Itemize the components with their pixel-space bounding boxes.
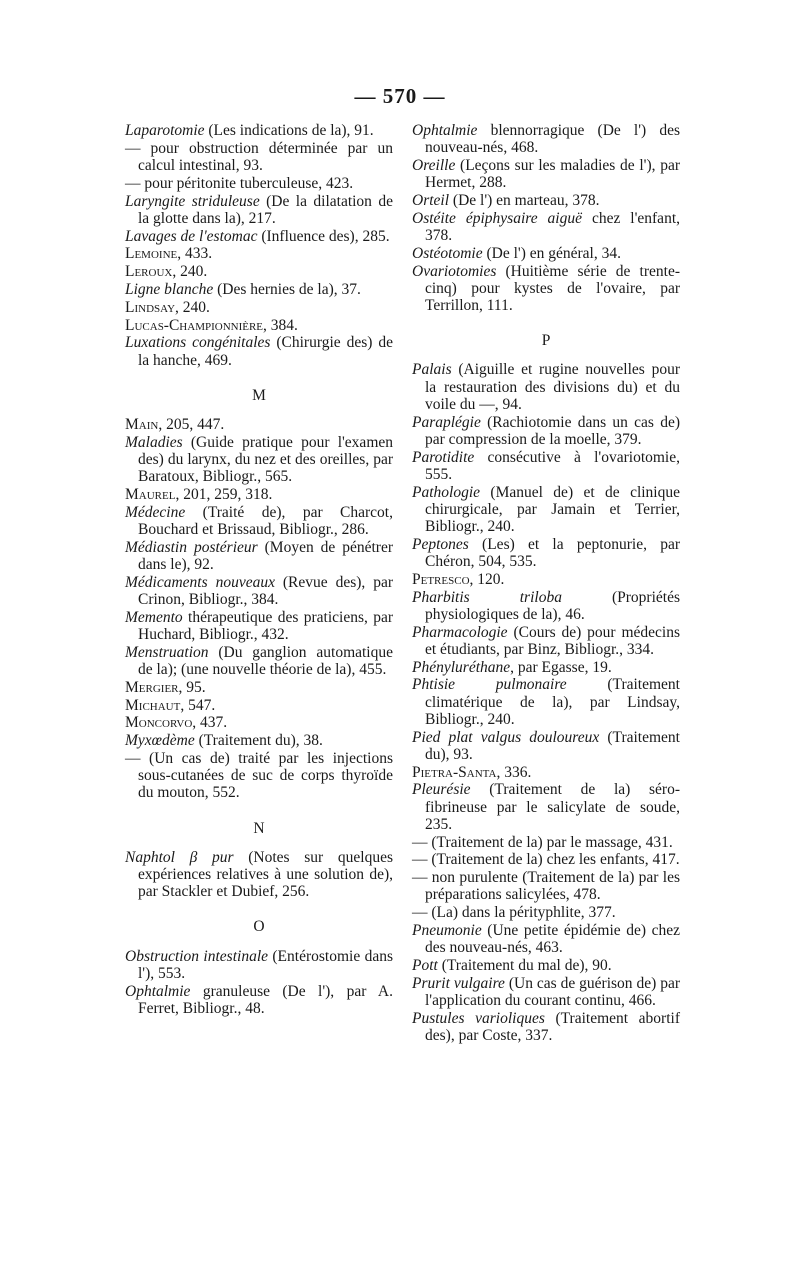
- index-entry: [412, 659, 680, 676]
- index-entry: [412, 210, 680, 244]
- index-entry: [125, 334, 393, 368]
- entry-text: (Manuel de) et de clinique chirurgicale, par Jamain et Terrier, Bibliogr., 240.: [425, 483, 680, 536]
- index-entry: [125, 849, 393, 901]
- index-entry: [412, 834, 680, 851]
- entry-text: (Leçons sur les maladies de l'), par Hermet, 288.: [425, 157, 680, 192]
- entry-term: Laryngite striduleuse: [125, 192, 260, 210]
- entry-text: blennorragique (De l') des nouveau-nés, 468.: [425, 122, 680, 157]
- index-entry: [125, 732, 393, 749]
- entry-term: Phényluréthane: [412, 658, 511, 676]
- entry-text: (Traitement climatérique de la), par Lindsay, Bibliogr., 240.: [425, 676, 680, 728]
- index-entry: [125, 574, 393, 608]
- entry-author: Leroux: [125, 263, 173, 281]
- entry-text: — (Traitement de la) chez les enfants, 417.: [412, 851, 680, 869]
- entry-text: (Revue des), par Crinon, Bibliogr., 384.: [138, 573, 394, 608]
- entry-text: , 240.: [172, 263, 208, 281]
- index-entry: [125, 416, 393, 433]
- entry-text: granuleuse (De l'), par A. Ferret, Bibliogr., 48.: [138, 982, 393, 1017]
- entry-text: — non purulente (Traitement de la) par les préparations salicylées, 478.: [412, 869, 680, 904]
- entry-term: Pied plat valgus douloureux: [412, 728, 600, 746]
- entry-author: Mergier: [125, 678, 179, 696]
- entry-text: (Traitement du), 93.: [425, 728, 680, 763]
- index-entry: [125, 539, 393, 573]
- entry-text: — (La) dans la pérityphlite, 377.: [412, 904, 616, 922]
- entry-term: Palais: [412, 361, 452, 379]
- entry-text: , 95.: [178, 678, 206, 696]
- entry-term: Orteil: [412, 192, 450, 209]
- entry-author: Petresco: [412, 570, 470, 588]
- entry-term: Pharbitis triloba: [412, 588, 562, 606]
- entry-text: , 437.: [192, 714, 228, 732]
- entries-o: [125, 948, 393, 1017]
- index-entry: [412, 676, 680, 728]
- entry-text: (Propriétés physiologiques de la), 46.: [425, 588, 681, 623]
- index-entry: [125, 750, 393, 802]
- entry-term: Paraplégie: [412, 413, 481, 431]
- entries-n: [125, 849, 393, 901]
- index-entry: [412, 571, 680, 588]
- index-entry: [125, 948, 393, 982]
- entries-l: [125, 122, 393, 369]
- index-entry: [125, 983, 393, 1017]
- entry-term: Naphtol β pur: [125, 848, 234, 866]
- entry-text: (Aiguille et rugine nouvelles pour la restauration des divisions du) et du voile du —, 94.: [425, 361, 680, 413]
- index-entry: [125, 679, 393, 696]
- entry-author: Pietra-Santa: [412, 763, 497, 781]
- index-entry: [412, 157, 680, 191]
- index-entry: [412, 781, 680, 833]
- index-entry: [125, 697, 393, 714]
- index-entry: [412, 484, 680, 536]
- entry-text: (Huitième série de trente-cinq) pour kystes de l'ovaire, par Terrillon, 111.: [425, 262, 680, 314]
- index-entry: [125, 317, 393, 334]
- entry-term: Médicaments nouveaux: [125, 573, 275, 591]
- entry-term: Peptones: [412, 535, 469, 553]
- entry-text: chez l'enfant, 378.: [425, 209, 680, 244]
- index-entry: [125, 193, 393, 227]
- entry-term: Ophtalmie: [412, 122, 478, 139]
- page-number: — 570 —: [354, 84, 446, 108]
- entries-m: [125, 416, 393, 802]
- entry-text: (Chirurgie des) de la hanche, 469.: [138, 334, 393, 369]
- index-entry: [412, 245, 680, 262]
- entry-text: (Une petite épidémie de) chez des nouveau-nés, 463.: [425, 922, 680, 957]
- section-letter-o: O: [253, 918, 265, 936]
- entries-p: [412, 361, 680, 1044]
- entry-term: Pustules varioliques: [412, 1009, 545, 1027]
- entry-text: (Moyen de pénétrer dans le), 92.: [138, 538, 393, 573]
- entry-text: — pour obstruction déterminée par un calcul intestinal, 93.: [125, 139, 393, 174]
- index-entry: [412, 449, 680, 483]
- entry-text: (Un cas de guérison de) par l'application du courant continu, 466.: [425, 974, 680, 1009]
- entry-text: (Notes sur quelques expériences relatives à une solution de), par Stackler et Dubief, 256.: [138, 848, 393, 901]
- index-entry: [412, 361, 680, 413]
- entry-term: Ostéite épiphysaire aiguë: [412, 209, 582, 227]
- entry-term: Oreille: [412, 157, 456, 174]
- index-entry: [412, 869, 680, 903]
- entry-term: Ostéotomie: [412, 244, 483, 262]
- entry-text: , par Egasse, 19.: [510, 658, 612, 676]
- index-entry: [125, 122, 393, 139]
- entry-text: — (Un cas de) traité par les injections sous-cutanées de suc de corps thyroïde du mouton, 552.: [125, 749, 393, 802]
- entry-text: , 240.: [175, 298, 210, 316]
- entry-text: (Traitement du mal de), 90.: [437, 957, 612, 974]
- entry-text: , 205, 447.: [158, 415, 225, 433]
- entry-term: Pleurésie: [412, 781, 471, 799]
- entry-text: , 384.: [263, 316, 298, 334]
- index-entry: [412, 1010, 680, 1044]
- entry-text: (Les) et la peptonurie, par Chéron, 504, 535.: [425, 535, 680, 571]
- entry-author: Lucas-Championnière: [125, 316, 264, 334]
- index-entry: [125, 228, 393, 245]
- index-entry: [125, 434, 393, 486]
- entry-text: (Entérostomie dans l'), 553.: [138, 947, 393, 982]
- entry-text: (Les indications de la), 91.: [204, 122, 374, 139]
- entry-text: (De l') en général, 34.: [482, 244, 621, 262]
- entry-text: thérapeutique des praticiens, par Huchard, Bibliogr., 432.: [138, 608, 393, 643]
- index-entry: [412, 624, 680, 658]
- index-entry: [412, 122, 680, 156]
- entry-text: , 201, 259, 318.: [175, 485, 273, 503]
- index-entry: [125, 714, 393, 731]
- entry-term: Obstruction intestinale: [125, 947, 269, 965]
- entry-text: consécutive à l'ovariotomie, 555.: [425, 448, 680, 483]
- index-entry: [125, 609, 393, 643]
- index-entry: [412, 957, 680, 974]
- index-entry: [412, 922, 680, 956]
- index-entry: [412, 975, 680, 1009]
- index-entry: [125, 504, 393, 538]
- index-entry: [412, 851, 680, 868]
- entry-term: Luxations congénitales: [125, 334, 271, 352]
- entry-author: Michaut: [125, 696, 181, 714]
- entry-term: Pharmacologie: [412, 623, 508, 641]
- index-entry: [125, 281, 393, 298]
- index-entry: [412, 536, 680, 570]
- index-entry: [125, 299, 393, 316]
- entry-term: Parotidite: [412, 448, 475, 466]
- index-entry: [412, 263, 680, 315]
- entry-term: Maladies: [125, 433, 183, 451]
- entries-o-cont: [412, 122, 680, 314]
- entry-term: Phtisie pulmonaire: [412, 676, 567, 694]
- entry-term: Memento: [125, 608, 183, 626]
- entry-term: Ligne blanche: [125, 280, 214, 298]
- entry-term: Lavages de l'estomac: [125, 227, 258, 245]
- index-entry: [125, 486, 393, 503]
- index-entry: [412, 192, 680, 209]
- entry-text: (Des hernies de la), 37.: [213, 280, 361, 298]
- left-column: [125, 122, 393, 1018]
- entry-text: (Traitement du), 38.: [194, 732, 323, 750]
- entry-text: (Rachiotomie dans un cas de) par compression de la moelle, 379.: [425, 413, 680, 448]
- entry-text: — (Traitement de la) par le massage, 431.: [412, 833, 673, 851]
- right-column: [412, 122, 680, 1045]
- entry-text: (Traitement de la) séro-fibrineuse par le salicylate de soude, 235.: [425, 781, 680, 833]
- entry-term: Ovariotomies: [412, 262, 497, 280]
- entry-author: Lemoine: [125, 245, 178, 263]
- entry-text: (De la dilatation de la glotte dans la), 217.: [138, 192, 393, 227]
- entry-term: Myxœdème: [125, 732, 195, 750]
- entry-text: (Traité de), par Charcot, Bouchard et Brissaud, Bibliogr., 286.: [138, 503, 393, 538]
- entry-text: , 547.: [180, 696, 216, 714]
- entry-term: Laparotomie: [125, 122, 205, 139]
- entry-text: , 336.: [496, 763, 532, 781]
- entry-term: Pathologie: [412, 483, 481, 501]
- entry-author: Main: [125, 415, 159, 433]
- section-letter-n: N: [253, 819, 265, 837]
- index-entry: [125, 245, 393, 262]
- entry-text: (Du ganglion automatique de la); (une nouvelle théorie de la), 455.: [138, 643, 393, 678]
- index-entry: [125, 263, 393, 280]
- index-entry: [125, 140, 393, 174]
- entry-author: Moncorvo: [125, 714, 193, 732]
- index-entry: [412, 414, 680, 448]
- index-entry: [412, 764, 680, 781]
- entry-term: Pneumonie: [412, 922, 482, 939]
- entry-term: Pott: [412, 957, 438, 974]
- entry-text: (Traitement abortif des), par Coste, 337.: [425, 1009, 680, 1044]
- entry-text: (Influence des), 285.: [257, 227, 390, 245]
- entry-text: (Cours de) pour médecins et étudiants, par Binz, Bibliogr., 334.: [425, 623, 680, 658]
- entry-author: Maurel: [125, 485, 176, 503]
- entry-text: — pour péritonite tuberculeuse, 423.: [125, 174, 354, 192]
- index-entry: [412, 904, 680, 921]
- entry-author: Lindsay: [125, 298, 176, 316]
- entry-term: Médiastin postérieur: [125, 538, 258, 556]
- entry-term: Prurit vulgaire: [412, 974, 505, 992]
- index-entry: [412, 589, 680, 623]
- section-letter-p: P: [541, 332, 551, 350]
- entry-term: Menstruation: [125, 643, 209, 661]
- entry-text: , 433.: [177, 245, 213, 263]
- entry-term: Ophtalmie: [125, 982, 191, 1000]
- entry-term: Médecine: [125, 503, 186, 521]
- index-entry: [125, 644, 393, 678]
- section-letter-m: M: [252, 386, 266, 404]
- index-entry: [412, 729, 680, 763]
- entry-text: (Guide pratique pour l'examen des) du larynx, du nez et des oreilles, par Baratoux, Bibliogr., 565.: [138, 433, 393, 486]
- entry-text: , 120.: [469, 570, 505, 588]
- index-entry: [125, 175, 393, 192]
- entry-text: (De l') en marteau, 378.: [449, 192, 600, 209]
